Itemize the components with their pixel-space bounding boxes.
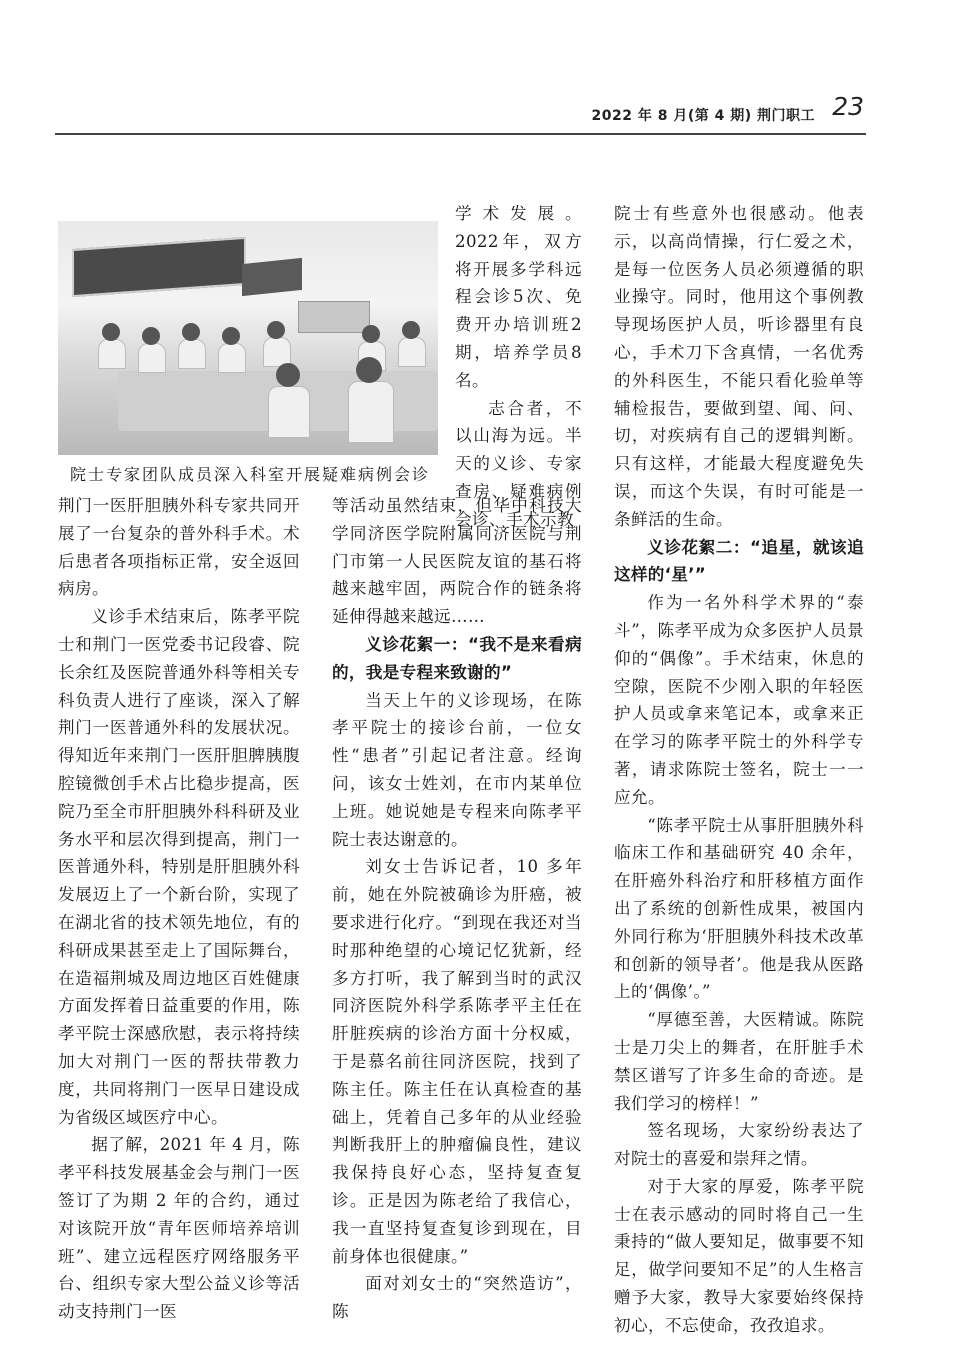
doctor-figure: [178, 339, 206, 369]
doctor-head: [222, 327, 240, 345]
paragraph: 志合者，不以山海为远。半天的义诊、专家查房、疑难病例会诊、手术示教: [455, 398, 582, 529]
paragraph: 院士有些意外也很感动。他表示，以高尚情操，行仁爱之术，是每一位医务人员必须遵循的职业操守。同时，他用这个事例教导现场医护人员，听诊器里有良心，手术刀下含真情，一名优秀的外科医生，不能只看化验单等辅检报告，要做到望、闻、问、切，对疾病有自己的逻辑判断。只有这样，才能最大程度避免失误，而这个失误，有时可能是一条鲜活的生命。: [614, 204, 864, 529]
header-rule: [55, 133, 866, 135]
paragraph: 刘女士告诉记者，10 多年前，她在外院被确诊为肝癌，被要求进行化疗。“到现在我还对当时那种绝望的心境记忆犹新，经多方打听，我了解到当时的武汉同济医院外科学系陈孝平主任在肝脏疾病的诊治方面十分权威，于是慕名前往同济医院，找到了陈主任。陈主任在认真检查的基础上，凭着自己多年的从业经验判断我肝上的肿瘤偏良性，建议我保持良好心态，坚持复查复诊。正是因为陈老给了我信心，我一直坚持复查复诊到现在，目前身体也很健康。”: [332, 857, 582, 1266]
welcome-banner: [72, 237, 246, 297]
photo-caption: 院士专家团队成员深入科室开展疑难病例会诊: [70, 465, 431, 484]
article-column-2-top: [455, 200, 582, 534]
doctor-head: [102, 323, 120, 341]
paragraph: 对于大家的厚爱，陈孝平院士在表示感动的同时将自己一生秉持的“做人要知足，做事要不知足，做学问要知不足”的人生格言赠予大家，教导大家要始终保持初心，不忘使命，孜孜追求。: [614, 1176, 864, 1335]
section-heading: 义诊花絮二：“追星，就该追这样的‘星’”: [614, 537, 864, 585]
doctor-figure: [398, 337, 426, 367]
doctor-figure: [348, 381, 394, 443]
doctor-head: [142, 327, 160, 345]
paragraph: 荆门一医肝胆胰外科专家共同开展了一台复杂的普外科手术。术后患者各项指标正常，安全返回病房。: [58, 496, 300, 599]
issue-info: 2022 年 8 月(第 4 期) 荆门职工: [591, 108, 815, 124]
doctor-head: [267, 321, 285, 339]
doctor-head: [356, 357, 382, 383]
doctor-head: [362, 325, 380, 343]
paragraph: 签名现场，大家纷纷表达了对院士的喜爱和崇拜之情。: [614, 1121, 864, 1169]
section-heading: 义诊花絮一：“我不是来看病的，我是专程来致谢的”: [332, 634, 582, 682]
article-column-2: [332, 492, 582, 1326]
article-column-1: [58, 492, 300, 1326]
doctor-figure: [218, 343, 246, 373]
doctor-figure: [268, 386, 310, 438]
article-photo: [58, 221, 438, 455]
article-column-3: [614, 200, 864, 1340]
paragraph: 等活动虽然结束，但华中科技大学同济医学院附属同济医院与荆门市第一人民医院友谊的基石将越来越牢固，两院合作的链条将延伸得越来越远……: [332, 496, 582, 627]
paragraph: 据了解，2021 年 4 月，陈孝平科技发展基金会与荆门一医签订了为期 2 年的合约，通过对该院开放“青年医师培养培训班”、建立远程医疗网络服务平台、组织专家大型公益义诊等活动支持荆门一医: [58, 1135, 300, 1322]
paragraph: 面对刘女士的“突然造访”，陈: [332, 1274, 582, 1322]
doctor-figure: [98, 339, 126, 369]
paragraph: 学术发展。2022年，双方将开展多学科远程会诊5次、免费开办培训班2期，培养学员8名。: [455, 204, 582, 390]
presentation-screen: [298, 301, 370, 333]
paragraph: 当天上午的义诊现场，在陈孝平院士的接诊台前，一位女性“患者”引起记者注意。经询问，该女士姓刘，在市内某单位上班。她说她是专程来向陈孝平院士表达谢意的。: [332, 690, 582, 849]
page-number: 23: [832, 92, 864, 121]
paragraph: 作为一名外科学术界的“泰斗”，陈孝平成为众多医护人员景仰的“偶像”。手术结束，休息的空隙，医院不少刚入职的年轻医护人员或拿来笔记本，或拿来正在学习的陈孝平院士的外科学专著，请求陈院士签名，院士一一应允。: [614, 593, 864, 807]
doctor-head: [402, 321, 420, 339]
paragraph: “陈孝平院士从事肝胆胰外科临床工作和基础研究 40 余年，在肝癌外科治疗和肝移植方面作出了系统的创新性成果，被国内外同行称为‘肝胆胰外科技术改革和创新的领导者’。他是我从医路上的‘偶像’。”: [614, 815, 864, 1002]
doctor-head: [276, 363, 300, 387]
doctor-head: [182, 323, 200, 341]
paragraph: “厚德至善，大医精诚。陈院士是刀尖上的舞者，在肝脏手术禁区谱写了许多生命的奇迹。是我们学习的榜样！”: [614, 1010, 864, 1113]
paragraph: 义诊手术结束后，陈孝平院士和荆门一医党委书记段睿、院长余红及医院普通外科等相关专科负责人进行了座谈，深入了解荆门一医普通外科的发展状况。得知近年来荆门一医肝胆脾胰腹腔镜微创手术占比稳步提高，医院乃至全市肝胆胰外科科研及业务水平和层次得到提高，荆门一医普通外科，特别是肝胆胰外科发展迈上了一个新台阶，实现了在湖北省的技术领先地位，有的科研成果甚至走上了国际舞台，在造福荆城及周边地区百姓健康方面发挥着日益重要的作用，陈孝平院士深感欣慰，表示将持续加大对荆门一医的帮扶带教力度，共同将荆门一医早日建设成为省级区域医疗中心。: [58, 607, 300, 1127]
page-header: [0, 0, 960, 140]
doctor-figure: [138, 343, 166, 373]
banner-extension: [242, 258, 302, 296]
